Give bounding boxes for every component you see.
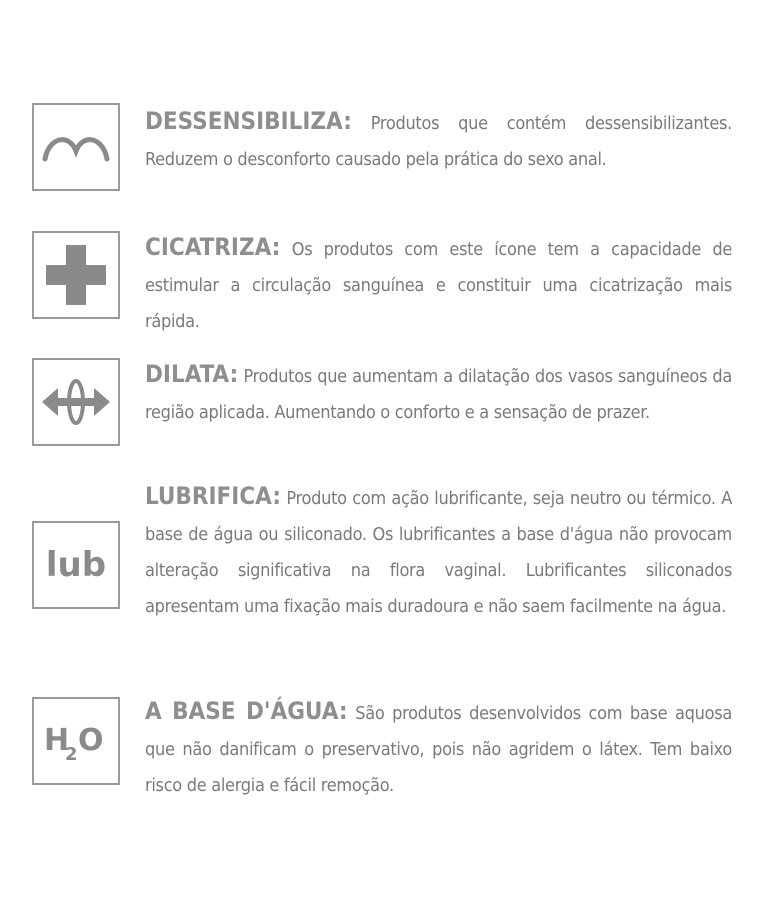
h2o-icon	[40, 716, 112, 766]
feature-description: Produtos que contém dessensibilizantes. Reduzem o desconforto causado pela prática do sexo anal.	[145, 113, 732, 170]
plus-icon	[46, 245, 106, 305]
feature-title: DILATA:	[145, 360, 239, 388]
feature-description: Os produtos com este ícone tem a capacidade de estimular a circulação sanguínea e constituir uma cicatrização mais rápida.	[145, 239, 732, 332]
dilate-arrows-icon	[40, 377, 112, 427]
feature-lubricate	[32, 478, 732, 658]
desensitize-icon	[41, 127, 111, 167]
icon-frame	[32, 103, 120, 191]
feature-text	[145, 693, 732, 804]
lub-icon	[40, 540, 112, 590]
svg-text:2: 2	[65, 744, 78, 765]
feature-title: LUBRIFICA:	[145, 482, 281, 510]
svg-text:O: O	[78, 723, 104, 758]
feature-dilate	[32, 356, 732, 448]
feature-heal	[32, 229, 732, 339]
lub-icon-text: lub	[45, 545, 107, 585]
feature-text	[145, 356, 732, 431]
feature-title: A BASE D'ÁGUA:	[145, 697, 348, 725]
icon-frame	[32, 231, 120, 319]
feature-title: CICATRIZA:	[145, 233, 281, 261]
feature-title: DESSENSIBILIZA:	[145, 107, 352, 135]
feature-description: Produtos que aumentam a dilatação dos vasos sanguíneos da região aplicada. Aumentando o conforto e a sensação de prazer.	[145, 366, 732, 423]
icon-frame	[32, 358, 120, 446]
feature-desensitize	[32, 103, 732, 193]
feature-text	[145, 103, 732, 178]
feature-text	[145, 478, 732, 625]
feature-text	[145, 229, 732, 340]
feature-water-based	[32, 693, 732, 803]
icon-frame	[32, 521, 120, 609]
feature-description: Produto com ação lubrificante, seja neutro ou térmico. A base de água ou siliconado. Os lubrificantes a base d'água não provocam alteração significativa na flora vaginal. Lubrificantes siliconados apresentam uma fixação mais duradoura e não saem facilmente na água.	[145, 488, 732, 617]
feature-description: São produtos desenvolvidos com base aquosa que não danificam o preservativo, pois não agridem o látex. Tem baixo risco de alergia e fácil remoção.	[145, 703, 732, 796]
svg-text:H: H	[44, 723, 70, 758]
icon-frame	[32, 697, 120, 785]
